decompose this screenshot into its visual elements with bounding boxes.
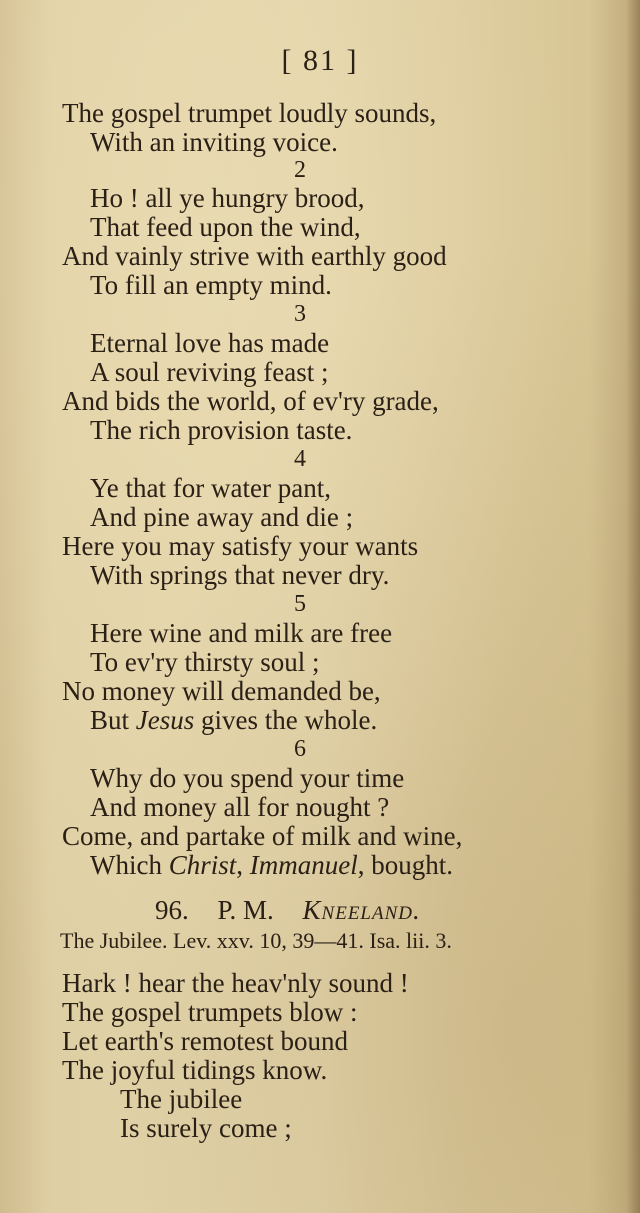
verse-line: Here you may satisfy your wants xyxy=(62,531,419,561)
stanza-number: 5 xyxy=(294,591,306,617)
verse-line: The rich provision taste. xyxy=(90,415,353,445)
verse-italic-name: Jesus xyxy=(135,705,195,735)
verse-text: gives the whole. xyxy=(194,705,378,735)
verse-line: To fill an empty mind. xyxy=(90,270,332,300)
verse-line: With springs that never dry. xyxy=(90,560,390,590)
verse-line: And bids the world, of ev'ry grade, xyxy=(62,386,439,416)
stanza-number: 3 xyxy=(294,301,306,327)
verse-text: , xyxy=(236,850,250,880)
stanza-number: 2 xyxy=(294,157,306,183)
verse-line: That feed upon the wind, xyxy=(90,212,361,242)
verse-line: Come, and partake of milk and wine, xyxy=(62,821,463,851)
verse-line: Eternal love has made xyxy=(90,328,330,358)
verse-line: The joyful tidings know. xyxy=(62,1055,328,1085)
hymn-heading xyxy=(155,895,443,926)
verse-line: And vainly strive with earthly good xyxy=(62,241,447,271)
stanza-number: 4 xyxy=(294,446,306,472)
hymn-reference: The Jubilee. Lev. xxv. 10, 39—41. Isa. lii. 3. xyxy=(60,928,452,953)
hymn-number: 96. xyxy=(155,895,189,925)
verse-line: The jubilee xyxy=(120,1084,243,1114)
verse-line: Why do you spend your time xyxy=(90,763,405,793)
verse-line: No money will demanded be, xyxy=(62,676,381,706)
verse-italic-name: Christ xyxy=(168,850,237,880)
verse-line: Ho ! all ye hungry brood, xyxy=(90,183,365,213)
verse-line: The gospel trumpets blow : xyxy=(62,997,358,1027)
hymn-tune: Kneeland. xyxy=(302,895,421,925)
verse-text: , bought. xyxy=(357,850,454,880)
stanza-number: 6 xyxy=(294,736,306,762)
verse-line: Ye that for water pant, xyxy=(90,473,331,503)
verse-line: A soul reviving feast ; xyxy=(90,357,329,387)
hymn-meter: P. M. xyxy=(217,895,274,925)
verse-line: And pine away and die ; xyxy=(90,502,354,532)
verse-line xyxy=(90,705,377,735)
verse-line: Hark ! hear the heav'nly sound ! xyxy=(62,968,409,998)
verse-line: Let earth's remotest bound xyxy=(62,1026,349,1056)
verse-line xyxy=(90,850,453,880)
page-edge-shadow xyxy=(626,0,640,1213)
verse-text: But xyxy=(90,705,136,735)
page-number: [ 81 ] xyxy=(281,44,359,77)
verse-line: To ev'ry thirsty soul ; xyxy=(90,647,320,677)
verse-line: And money all for nought ? xyxy=(90,792,390,822)
verse-line: Is surely come ; xyxy=(120,1113,292,1143)
verse-line: Here wine and milk are free xyxy=(90,618,393,648)
verse-line: The gospel trumpet loudly sounds, xyxy=(62,98,437,128)
verse-line: With an inviting voice. xyxy=(90,127,338,157)
verse-text: Which xyxy=(90,850,169,880)
verse-italic-name: Immanuel xyxy=(249,850,358,880)
